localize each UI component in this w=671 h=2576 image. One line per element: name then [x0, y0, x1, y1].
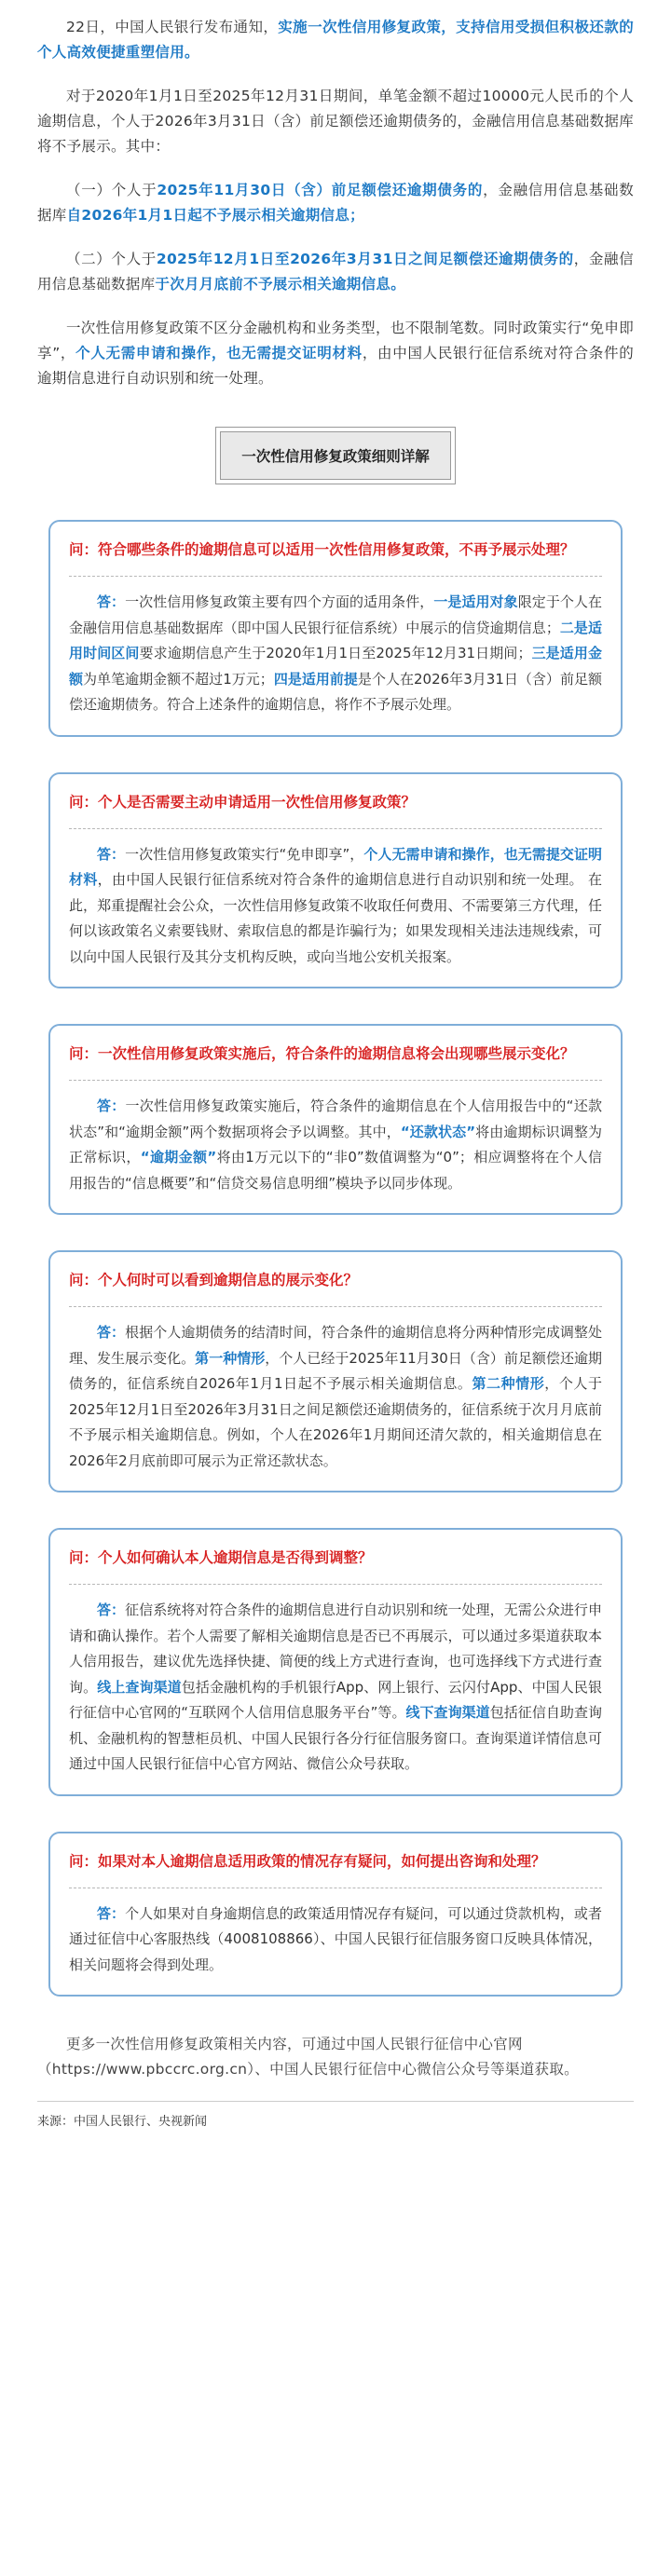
highlight-text: 第一种情形 [195, 1349, 266, 1367]
intro-paragraph-3 [37, 178, 634, 228]
body-text: 一次性信用修复政策不区分金融机构和业务类型，也不限制笔数。同时政策实行“免申即享”， [37, 320, 634, 361]
divider [69, 1080, 602, 1081]
body-text: ，个人已经于2025年11月30日（含）前足额偿还逾期债务的，征信系统自2026年1月1日起不予展示相关逾期信息。 [69, 1349, 602, 1392]
question-text: 问：个人如何确认本人逾期信息是否得到调整？ [69, 1549, 373, 1566]
question-text: 问：如果对本人逾期信息适用政策的情况存有疑问，如何提出咨询和处理？ [69, 1852, 546, 1870]
divider [69, 828, 602, 829]
body-text: 包括征信自助查询机、金融机构的智慧柜员机、中国人民银行各分行征信服务窗口。查询渠道详情信息可通过中国人民银行征信中心官方网站、微信公众号获取。 [69, 1704, 602, 1772]
qa-card-5 [48, 1528, 623, 1796]
highlight-text: 2025年12月1日至2026年3月31日之间足额偿还逾期债务的 [156, 251, 574, 267]
body-text: ，由中国人民银行征信系统对符合条件的逾期信息进行自动识别和统一处理。 在此，郑重提醒社会公众，一次性信用修复政策不收取任何费用、不需要第三方代理，任何以该政策名义索要钱财、索取信息的都是诈骗行为；如果发现相关违法违规线索，可以向中国人民银行及其分支机构反映，或向当地公安机关报案。 [69, 871, 602, 965]
intro-paragraph-2 [37, 84, 634, 159]
body-text: 将由逾期标识调整为正常标识， [69, 1123, 602, 1165]
intro-paragraph-4 [37, 247, 634, 297]
answer-text [69, 1901, 602, 1979]
body-text: ，个人于2025年12月1日至2026年3月31日之间足额偿还逾期债务的，征信系统于次月月底前不予展示相关逾期信息。例如，个人在2026年1月期间还清欠款的，相关逾期信息在2026年2月底前即可展示为正常还款状态。 [69, 1375, 602, 1469]
body-text: 对于2020年1月1日至2025年12月31日期间，单笔金额不超过10000元人民币的个人逾期信息，个人于2026年3月31日（含）前足额偿还逾期债务的，金融信用信息基础数据库将不予展示。其中： [37, 88, 634, 155]
highlight-text: 第二种情形 [472, 1375, 545, 1392]
body-text: ，金融信用信息基础数据库 [37, 251, 634, 293]
highlight-text: “逾期金额” [140, 1149, 217, 1165]
body-text: 一次性信用修复政策实施后，符合条件的逾期信息在个人信用报告中的“还款状态”和“逾期金额”两个数据项将会予以调整。其中， [69, 1097, 602, 1140]
highlight-text: 答： [97, 1097, 126, 1114]
body-text: ，由中国人民银行征信系统对符合条件的逾期信息进行自动识别和统一处理。 [37, 345, 634, 387]
divider [69, 576, 602, 577]
source-credit: 来源：中国人民银行、央视新闻 [37, 2101, 634, 2129]
body-text: （一）个人于 [66, 182, 157, 198]
highlight-text: 答： [97, 1904, 126, 1922]
body-text: 一次性信用修复政策主要有四个方面的适用条件， [125, 593, 434, 610]
intro-paragraph-5 [37, 316, 634, 391]
highlight-text: 二是适用时间区间 [69, 619, 602, 661]
qa-card-3 [48, 1024, 623, 1215]
body-text: 是个人在2026年3月31日（含）前足额偿还逾期债务。符合上述条件的逾期信息，将作不予展示处理。 [69, 670, 602, 713]
qa-card-6 [48, 1832, 623, 1997]
body-text: 根据个人逾期债务的结清时间，符合条件的逾期信息将分两种情形完成调整处理、发生展示变化。 [69, 1324, 602, 1367]
highlight-text: “还款状态” [400, 1123, 476, 1140]
question-text: 问：个人是否需要主动申请适用一次性信用修复政策？ [69, 793, 417, 811]
highlight-text: 一是适用对象 [433, 593, 518, 610]
highlight-text: 实施一次性信用修复政策，支持信用受损但积极还款的个人高效便捷重塑信用。 [37, 19, 634, 61]
answer-text [69, 590, 602, 718]
body-text: 22日，中国人民银行发布通知， [66, 19, 279, 35]
qa-card-4 [48, 1250, 623, 1492]
body-text: 要求逾期信息产生于2020年1月1日至2025年12月31日期间； [139, 645, 532, 661]
highlight-text: 个人无需申请和操作，也无需提交证明材料 [75, 345, 363, 361]
question-text: 问：一次性信用修复政策实施后，符合条件的逾期信息将会出现哪些展示变化？ [69, 1045, 575, 1062]
intro-paragraph-1 [37, 15, 634, 65]
highlight-text: 2025年11月30日（含）前足额偿还逾期债务的 [157, 182, 484, 198]
section-title-frame [215, 427, 456, 484]
question-text: 问：符合哪些条件的逾期信息可以适用一次性信用修复政策，不再予展示处理？ [69, 541, 575, 558]
body-text: （二）个人于 [66, 251, 157, 267]
divider [69, 1584, 602, 1585]
answer-text [69, 1094, 602, 1196]
body-text: 限定于个人在金融信用信息基础数据库（即中国人民银行征信系统）中展示的信贷逾期信息； [69, 593, 602, 636]
body-text: 个人如果对自身逾期信息的政策适用情况存有疑问，可以通过贷款机构，或者通过征信中心客服热线（4008108866）、中国人民银行征信服务窗口反映具体情况，相关问题将会得到处理。 [69, 1904, 602, 1973]
highlight-text: 答： [97, 1601, 126, 1618]
body-text: 为单笔逾期金额不超过1万元； [83, 670, 274, 688]
highlight-text: 四是适用前提 [273, 670, 358, 688]
footer-note: 更多一次性信用修复政策相关内容，可通过中国人民银行征信中心官网（https://www.pbccrc.org.cn）、中国人民银行征信中心微信公众号等渠道获取。 [37, 2036, 579, 2078]
highlight-text: 答： [97, 845, 126, 863]
highlight-text: 线上查询渠道 [97, 1678, 182, 1696]
highlight-text: 自2026年1月1日起不予展示相关逾期信息； [66, 207, 364, 224]
body-text: 包括金融机构的手机银行App、网上银行、云闪付App、中国人民银行征信中心官网的“互联网个人信用信息服务平台”等。 [69, 1678, 602, 1721]
highlight-text: 个人无需申请和操作，也无需提交证明材料 [69, 845, 602, 888]
qa-card-1 [48, 520, 623, 737]
highlight-text: 答： [97, 1324, 126, 1341]
answer-text [69, 842, 602, 971]
qa-card-2 [48, 772, 623, 989]
body-text: ，金融信用信息基础数据库 [37, 182, 634, 224]
section-title: 一次性信用修复政策细则详解 [220, 431, 451, 480]
highlight-text: 线下查询渠道 [405, 1704, 490, 1721]
answer-text [69, 1320, 602, 1474]
section-title-wrap [37, 427, 634, 484]
divider [69, 1306, 602, 1307]
highlight-text: 三是适用金额 [69, 645, 602, 688]
body-text: 征信系统将对符合条件的逾期信息进行自动识别和统一处理，无需公众进行申请和确认操作。若个人需要了解相关逾期信息是否已不再展示，可以通过多渠道获取本人信用报告，建议优先选择快捷、简便的线上方式进行查询，也可选择线下方式进行查询。 [69, 1601, 602, 1696]
highlight-text: 答： [97, 593, 126, 610]
question-text: 问：个人何时可以看到逾期信息的展示变化？ [69, 1272, 359, 1288]
highlight-text: 于次月月底前不予展示相关逾期信息。 [155, 276, 406, 293]
answer-text [69, 1598, 602, 1778]
body-text: 将由1万元以下的“非0”数值调整为“0”；相应调整将在个人信用报告的“信息概要”和“信贷交易信息明细”模块予以同步体现。 [69, 1149, 602, 1192]
body-text: 一次性信用修复政策实行“免申即享”， [125, 845, 364, 863]
